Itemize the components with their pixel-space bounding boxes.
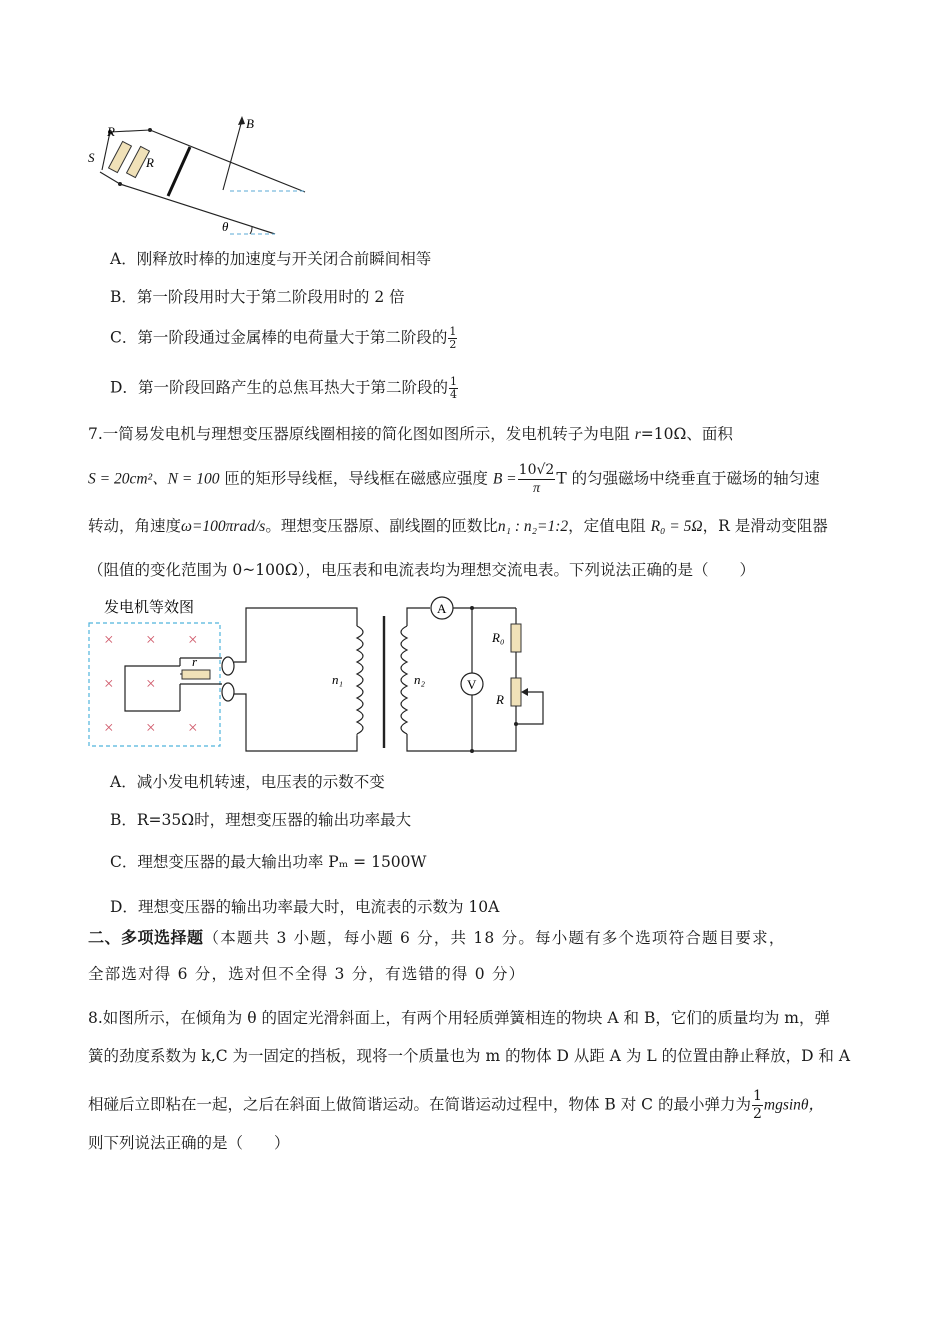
- q8-line4: 则下列说法正确的是（ ）: [88, 1134, 290, 1152]
- fig7-label-n1: n₁: [332, 672, 344, 687]
- fraction: $\frac{1}{2}$: [752, 1088, 762, 1122]
- q7-option-c[interactable]: C．理想变压器的最大输出功率 Pₘ = 1500W: [110, 853, 427, 871]
- field-cross: ×: [146, 674, 156, 693]
- q6-figure: [80, 112, 320, 242]
- fig6-label-S: S: [88, 150, 95, 165]
- q7-circuit-figure: [82, 596, 562, 756]
- voltmeter-label: V: [467, 677, 477, 692]
- fig6-label-theta: θ: [222, 219, 229, 234]
- fig6-label-R1: R: [107, 124, 115, 139]
- q7-line3: 转动，角速度ω=100πrad/s。理想变压器原、副线圈的匝数比n₁ : n₂=1:2，定值电阻 R₀ = 5Ω，R 是滑动变阻器: [88, 517, 828, 535]
- fig7-label-r: r: [192, 654, 198, 669]
- fig7-label-R0: R₀: [492, 630, 505, 645]
- field-cross: ×: [146, 718, 156, 737]
- q7-line2: S = 20cm²、N = 100 匝的矩形导线框，导线框在磁感应强度 B = $\frac{10√2}{\pi}$ T 的匀强磁场中绕垂直于磁场的轴匀速: [88, 462, 820, 496]
- q8-line3: 相碰后立即粘在一起，之后在斜面上做简谐运动。在简谐运动过程中，物体 B 对 C 的最小弹力为 $\frac{1}{2}$ mgsinθ，: [88, 1088, 825, 1122]
- field-cross: ×: [104, 718, 114, 737]
- section2-header-line1: 二、多项选择题（本题共 3 小题，每小题 6 分，共 18 分。每小题有多个选项符合题目要求，: [88, 928, 786, 947]
- q6-option-b[interactable]: B．第一阶段用时大于第二阶段用时的 2 倍: [110, 288, 405, 306]
- q7-line4: （阻值的变化范围为 0~100Ω），电压表和电流表均为理想交流电表。下列说法正确的是（ ）: [88, 561, 755, 579]
- field-cross: ×: [188, 630, 198, 649]
- fig7-label-R: R: [496, 692, 504, 707]
- field-cross: ×: [104, 674, 114, 693]
- field-cross: ×: [146, 630, 156, 649]
- q7-option-d[interactable]: D．理想变压器的输出功率最大时，电流表的示数为 10A: [110, 898, 500, 916]
- fig7-label-n2: n₂: [414, 672, 426, 687]
- q7-line1: 7.一简易发电机与理想变压器原线圈相接的简化图如图所示，发电机转子为电阻 r=10Ω、面积: [88, 425, 733, 443]
- b-field-fraction: $\frac{10√2}{\pi}$: [518, 462, 555, 496]
- q6-option-a[interactable]: A．刚释放时棒的加速度与开关闭合前瞬间相等: [110, 250, 432, 268]
- q7-option-b[interactable]: B．R=35Ω时，理想变压器的输出功率最大: [110, 811, 412, 829]
- q7-option-a[interactable]: A．减小发电机转速，电压表的示数不变: [110, 773, 385, 791]
- field-cross: ×: [104, 630, 114, 649]
- fig6-label-R2: R: [146, 155, 154, 170]
- section2-title: 二、多项选择题: [88, 928, 204, 947]
- fig7-title: 发电机等效图: [104, 600, 195, 616]
- fig6-label-B: B: [246, 116, 254, 131]
- fraction: $\frac{1}{4}$: [449, 375, 457, 401]
- section2-header-line2: 全部选对得 6 分，选对但不全得 3 分，有选错的得 0 分）: [88, 965, 526, 983]
- field-cross: ×: [188, 718, 198, 737]
- ammeter-label: A: [437, 601, 447, 616]
- q8-line1: 8.如图所示，在倾角为 θ 的固定光滑斜面上，有两个用轻质弹簧相连的物块 A 和 B，它们的质量均为 m，弹: [88, 1009, 830, 1027]
- q6-option-d[interactable]: D．第一阶段回路产生的总焦耳热大于第二阶段的 $\frac{1}{4}$: [110, 375, 457, 401]
- q8-line2: 簧的劲度系数为 k,C 为一固定的挡板，现将一个质量也为 m 的物体 D 从距 A 为 L 的位置由静止释放，D 和 A: [88, 1047, 851, 1065]
- q6-option-c[interactable]: C．第一阶段通过金属棒的电荷量大于第二阶段的 $\frac{1}{2}$: [110, 325, 457, 351]
- fraction: $\frac{1}{2}$: [449, 325, 457, 351]
